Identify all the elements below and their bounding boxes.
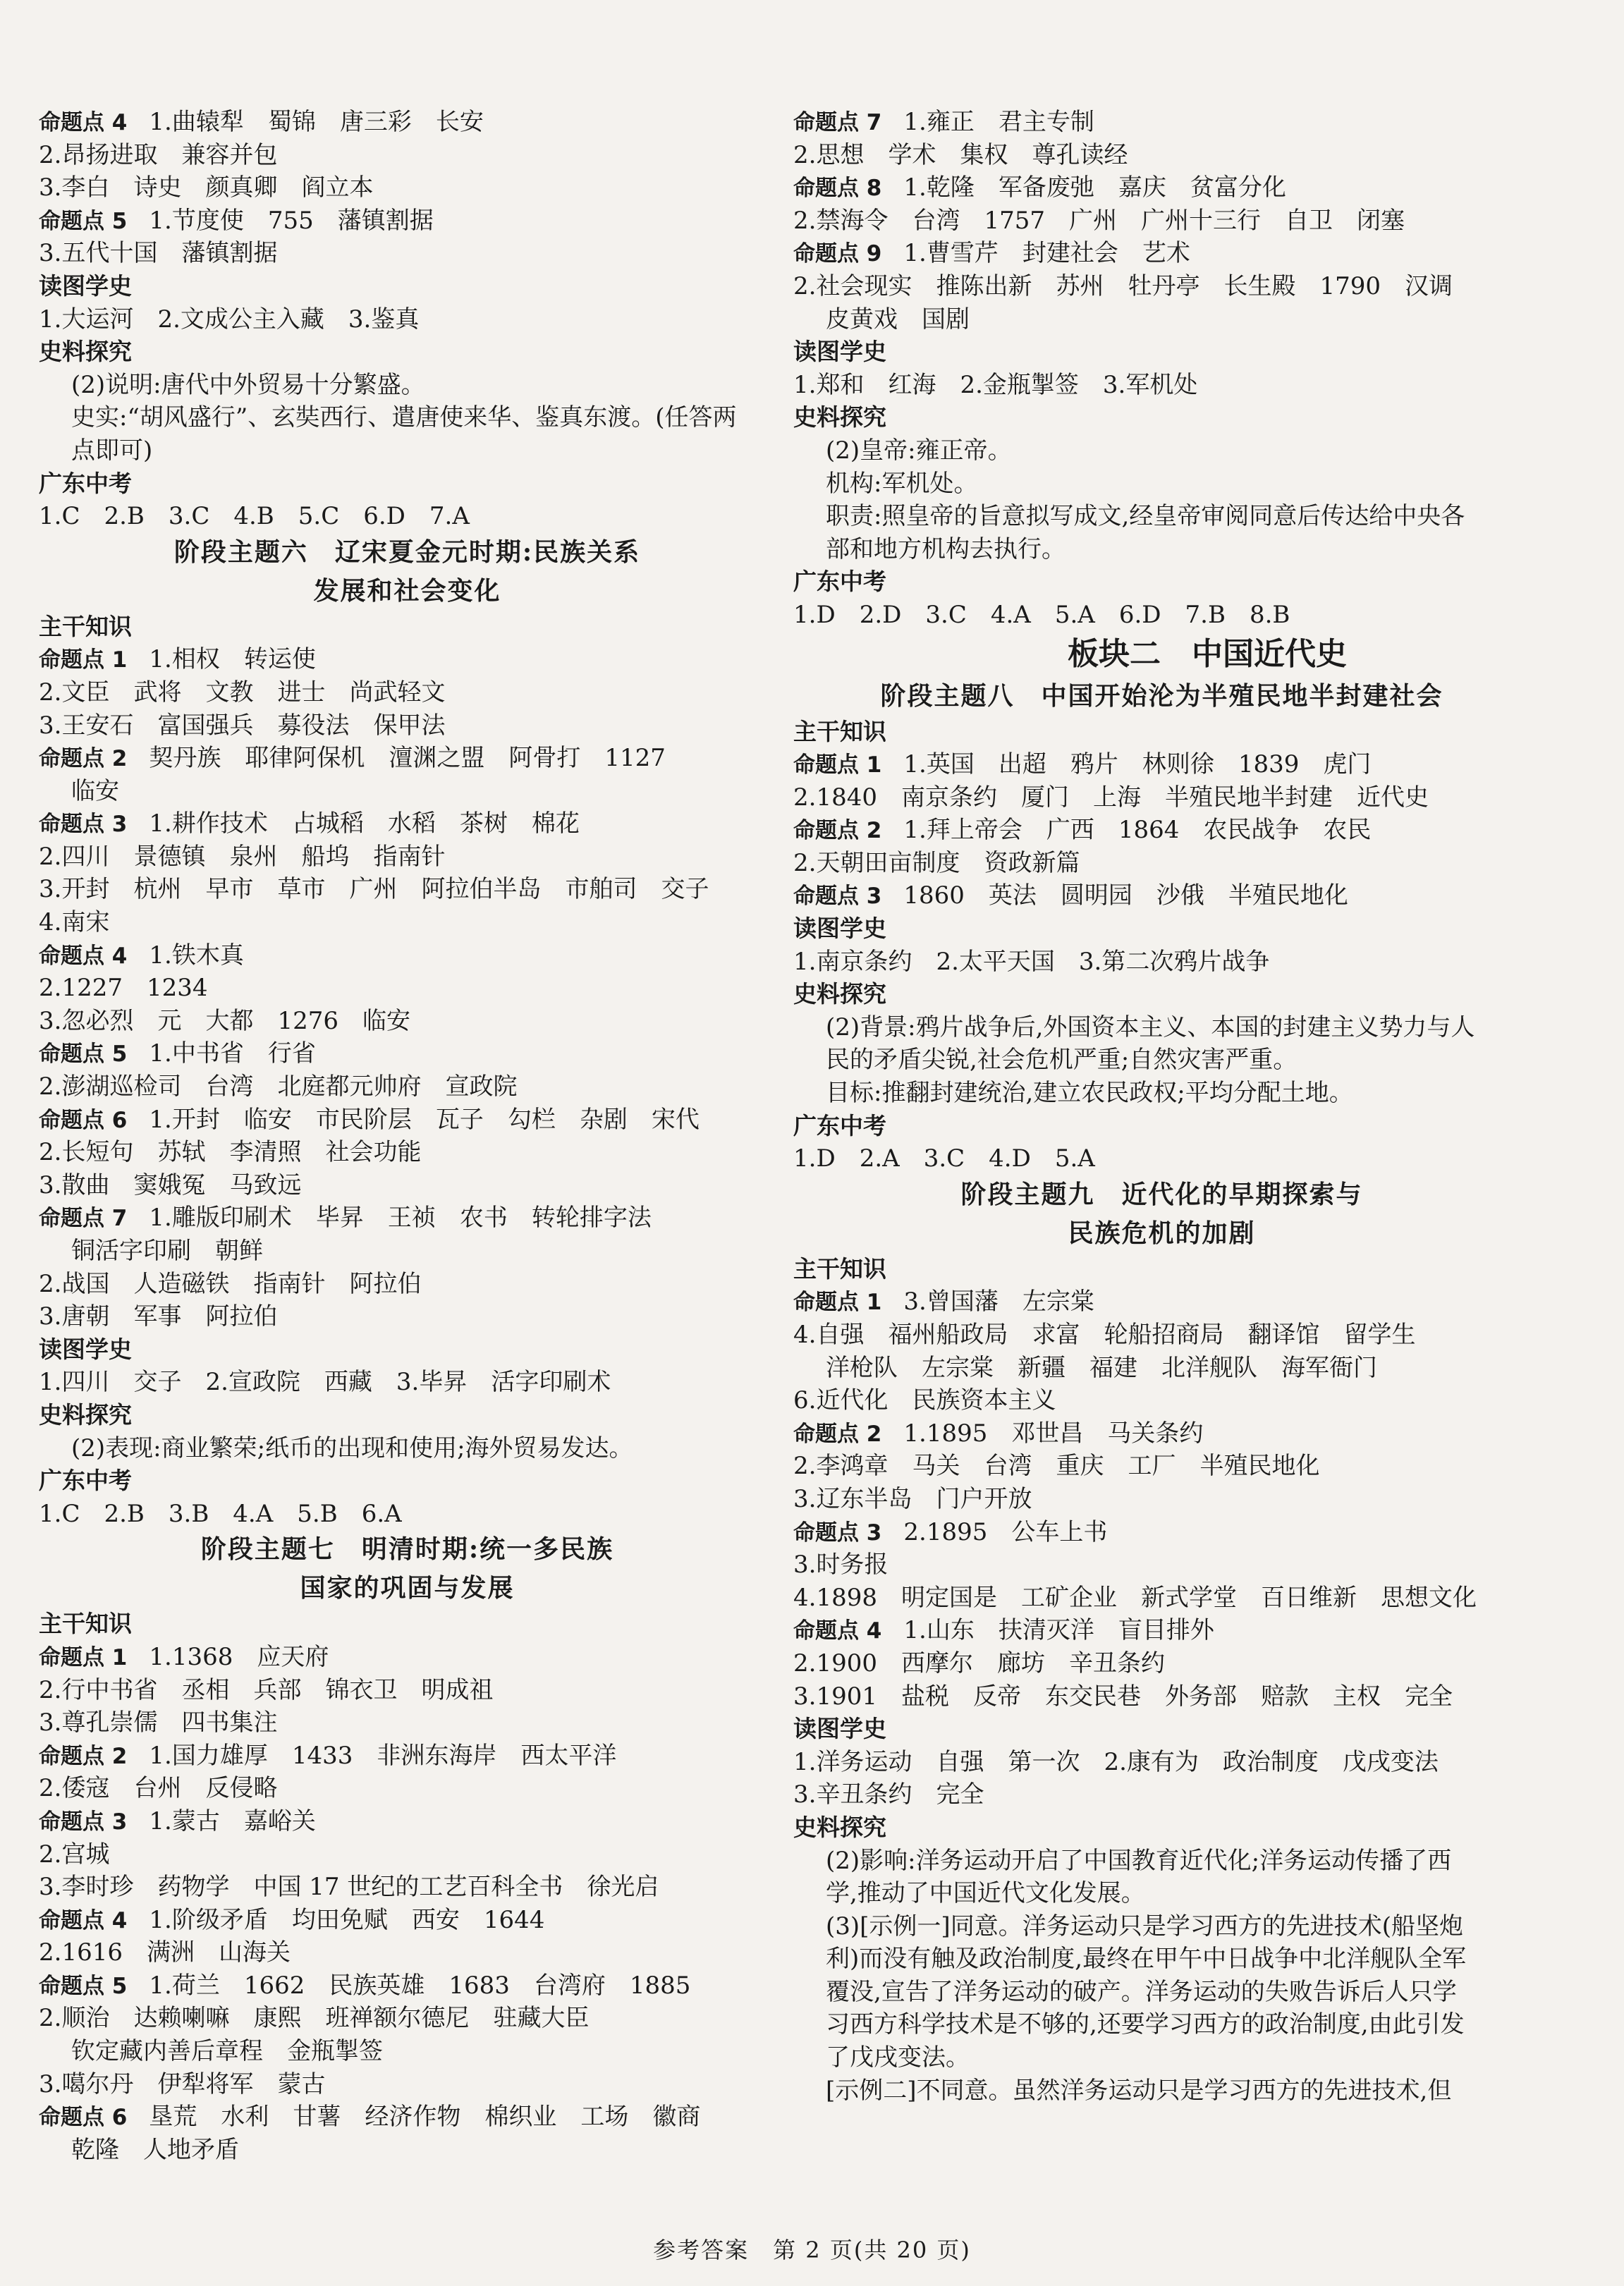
section-heading: 史料探究 [793,1813,886,1841]
answer-line [39,1432,776,1465]
answer-line [793,1450,1530,1483]
answer-line [39,1641,776,1674]
answer-line [39,1498,776,1531]
question-point-label: 命题点 1 [39,1644,149,1670]
answer-line [39,2068,776,2101]
answer-text: 2.昂扬进取 兼容并包 [39,140,278,169]
answer-line [39,401,776,434]
question-point-label: 命题点 4 [39,943,149,969]
answer-line [39,1005,776,1038]
answer-line [793,599,1530,632]
answer-line [793,1483,1530,1516]
question-point-label: 命题点 5 [39,1041,149,1068]
answer-line [793,1011,1530,1044]
question-point-label: 命题点 4 [793,1618,904,1644]
question-point-label: 命题点 1 [39,647,149,673]
answer-text: 了戊戌变法。 [826,2043,970,2072]
answer-line [793,1285,1530,1319]
section-heading: 读图学史 [793,1715,886,1743]
answer-text: 2.行中书省 丞相 兵部 锦衣卫 明成祖 [39,1675,494,1704]
answer-line [39,1070,776,1104]
question-point-label: 命题点 3 [39,1809,149,1835]
answer-line [793,1845,1530,1878]
right-column [793,106,1530,2107]
answer-line [39,1300,776,1333]
answer-line [793,1077,1530,1110]
answer-text: 3.噶尔丹 伊犁将军 蒙古 [39,2070,326,2098]
section-heading: 史料探究 [39,338,132,366]
answer-text: 机构:军机处。 [826,469,978,498]
answer-line [793,1516,1530,1549]
question-point-label: 命题点 3 [793,884,904,910]
answer-text: 2.倭寇 台州 反侵略 [39,1774,278,1803]
answer-line [793,270,1530,303]
answer-text: 1.雕版印刷术 毕昇 王祯 农书 转轮排字法 [149,1204,652,1233]
answer-text: 3.尊孔崇儒 四书集注 [39,1709,278,1737]
answer-text: 3.李白 诗史 颜真卿 阎立本 [39,173,374,202]
answer-text: 1.耕作技术 占城稻 水稻 茶树 棉花 [149,809,580,838]
answer-line [39,204,776,238]
topic-title: 阶段主题六 辽宋夏金元时期:民族关系 [173,537,641,567]
question-point-label: 命题点 3 [793,1520,904,1546]
answer-line [39,807,776,841]
answer-line [793,1044,1530,1077]
answer-text: 民的矛盾尖锐,社会危机严重;自然灾害严重。 [826,1046,1298,1075]
section-heading: 主干知识 [793,1254,886,1283]
answer-text: 垦荒 水利 甘薯 经济作物 棉织业 工场 徽商 [149,2103,701,2132]
question-point-label: 命题点 3 [39,812,149,838]
answer-line [793,369,1530,402]
answer-text: 3.唐朝 军事 阿拉伯 [39,1302,278,1331]
answer-line [39,1838,776,1871]
answer-text: 利)而没有触及政治制度,最终在甲午中日战争中北洋舰队全军 [826,1945,1467,1974]
answer-text: 2.宫城 [39,1840,110,1869]
answer-line [793,1778,1530,1811]
question-point-label: 命题点 9 [793,241,904,267]
answer-text: 1.大运河 2.文成公主入藏 3.鉴真 [39,305,420,334]
answer-line [39,906,776,939]
question-point-label: 命题点 5 [39,1973,149,1999]
answer-line [793,1614,1530,1647]
answer-text: 1.1368 应天府 [149,1642,329,1671]
answer-text: 2.1227 1234 [39,974,208,1003]
answer-text: [示例二]不同意。虽然洋务运动只是学习西方的先进技术,但 [826,2076,1452,2105]
answer-text: (2)说明:唐代中外贸易十分繁盛。 [71,370,425,399]
question-point-label: 命题点 1 [793,1290,904,1316]
answer-line [39,2002,776,2035]
answer-text: 1.1895 邓世昌 马关条约 [903,1419,1204,1448]
answer-line [39,500,776,533]
answer-line [793,2074,1530,2108]
answer-text: 3.辛丑条约 完全 [793,1780,984,1809]
answer-text: 2.社会现实 推陈出新 苏州 牡丹亭 长生殿 1790 汉调 [793,271,1453,300]
answer-text: 2.长短句 苏轼 李清照 社会功能 [39,1138,422,1167]
answer-text: 1.拜上帝会 广西 1864 农民战争 农民 [903,816,1372,845]
section-heading: 广东中考 [39,1467,132,1495]
answer-text: 1.南京条约 2.太平天国 3.第二次鸦片战争 [793,947,1270,976]
answer-text: 1.四川 交子 2.宣政院 西藏 3.毕昇 活字印刷术 [39,1368,611,1397]
answer-line [39,1366,776,1399]
answer-text: 1.曲辕犁 蜀锦 唐三彩 长安 [149,108,484,136]
answer-text: 乾隆 人地矛盾 [71,2135,239,2164]
section-heading: 史料探究 [793,403,886,432]
answer-text: 2.文臣 武将 文教 进士 尚武轻文 [39,678,446,707]
answer-text: 2.战国 人造磁铁 指南针 阿拉伯 [39,1269,422,1298]
answer-text: 临安 [71,776,119,805]
answer-text: 钦定藏内善后章程 金瓶掣签 [71,2037,383,2066]
answer-line [793,139,1530,172]
answer-line [39,2101,776,2134]
answer-line [39,1706,776,1740]
question-point-label: 命题点 2 [39,1743,149,1769]
answer-line [39,171,776,204]
answer-line [39,1169,776,1202]
answer-line [39,1805,776,1838]
answer-text: 1.D 2.D 3.C 4.A 5.A 6.D 7.B 8.B [793,600,1290,629]
answer-line [793,533,1530,566]
answer-line [793,434,1530,467]
answer-line [39,1104,776,1137]
answer-line [793,1384,1530,1417]
answer-text: 3.王安石 富国强兵 募役法 保甲法 [39,711,446,740]
answer-text: 1.节度使 755 藩镇割据 [149,206,434,235]
section-heading: 主干知识 [39,1610,132,1638]
answer-text: 1.阶级矛盾 均田免赋 西安 1644 [149,1905,545,1934]
answer-line [793,1647,1530,1680]
answer-line [793,303,1530,336]
answer-line [793,2041,1530,2074]
answer-text: 皮黄戏 国剧 [826,305,970,334]
answer-text: 4.1898 明定国是 工矿企业 新式学堂 百日维新 思想文化 [793,1583,1477,1612]
section-heading: 史料探究 [39,1400,132,1429]
answer-text: (2)影响:洋务运动开启了中国教育近代化;洋务运动传播了西 [826,1846,1452,1875]
section-heading: 史料探究 [793,980,886,1008]
answer-text: 1.中书省 行省 [149,1039,316,1068]
question-point-label: 命题点 1 [793,752,904,778]
answer-line [793,879,1530,912]
answer-line [793,106,1530,139]
answer-line [793,1877,1530,1910]
answer-line [793,500,1530,533]
answer-text: 1.国力雄厚 1433 非洲东海岸 西太平洋 [149,1741,617,1770]
block-title: 板块二 中国近代史 [1068,635,1347,672]
page-footer: 参考答案 第 2 页(共 20 页) [653,2237,971,2263]
answer-text: 3.散曲 窦娥冤 马致远 [39,1170,302,1199]
section-heading: 主干知识 [793,717,886,745]
answer-text: 2.思想 学术 集权 尊孔读经 [793,140,1128,169]
answer-line [793,1943,1530,1976]
topic-title: 阶段主题九 近代化的早期探索与 [960,1179,1363,1209]
answer-text: 1860 英法 圆明园 沙俄 半殖民地化 [903,881,1348,910]
answer-text: 4.自强 福州船政局 求富 轮船招商局 翻译馆 留学生 [793,1321,1416,1349]
answer-text: 1.郑和 红海 2.金瓶掣签 3.军机处 [793,370,1198,399]
answer-line [793,847,1530,880]
answer-line [793,204,1530,238]
answer-line [793,814,1530,847]
section-heading: 读图学史 [793,915,886,943]
answer-line [39,1202,776,1235]
answer-line [793,1417,1530,1450]
answer-line [793,781,1530,814]
question-point-label: 命题点 7 [39,1206,149,1232]
question-point-label: 命题点 2 [793,818,904,844]
topic-title: 阶段主题七 明清时期:统一多民族 [200,1534,614,1565]
answer-text: 4.南宋 [39,908,110,937]
answer-text: (2)皇帝:雍正帝。 [826,436,1012,465]
answer-line [39,1740,776,1773]
answer-text: 2.1895 公车上书 [903,1517,1108,1546]
answer-text: 2.天朝田亩制度 资政新篇 [793,848,1080,877]
answer-line [39,1037,776,1070]
answer-text: 职责:照皇帝的旨意拟写成文,经皇帝审阅同意后传达给中央各 [826,502,1465,531]
answer-text: (2)背景:鸦片战争后,外国资本主义、本国的封建主义势力与人 [826,1013,1475,1041]
answer-text: 1.英国 出超 鸦片 林则徐 1839 虎门 [903,750,1372,779]
answer-text: 习西方科学技术是不够的,还要学习西方的政治制度,由此引发 [826,2010,1465,2039]
section-heading: 广东中考 [793,568,886,596]
answer-line [39,434,776,467]
answer-line [39,2035,776,2068]
answer-line [39,1871,776,1904]
answer-text: 2.1900 西摩尔 廊坊 辛丑条约 [793,1649,1165,1677]
answer-text: 1.山东 扶清灭洋 盲目排外 [903,1616,1214,1645]
answer-line [39,1235,776,1268]
question-point-label: 命题点 4 [39,110,149,135]
answer-text: 3.时务报 [793,1551,889,1579]
section-heading: 读图学史 [793,338,886,366]
answer-line [793,946,1530,979]
answer-text: 1.C 2.B 3.C 4.B 5.C 6.D 7.A [39,502,470,531]
answer-line [793,1680,1530,1713]
answer-line [793,1910,1530,1943]
question-point-label: 命题点 2 [793,1421,904,1447]
question-point-label: 命题点 5 [39,208,149,234]
answer-text: 1.雍正 君主专制 [903,108,1094,136]
answer-text: 1.荷兰 1662 民族英雄 1683 台湾府 1885 [149,1971,691,2000]
answer-line [39,1674,776,1707]
answer-line [39,303,776,336]
section-heading: 主干知识 [39,612,132,640]
answer-text: (3)[示例一]同意。洋务运动只是学习西方的先进技术(船坚炮 [826,1912,1463,1940]
answer-text: 1.相权 转运使 [149,645,316,674]
answer-text: 1.曹雪芹 封建社会 艺术 [903,239,1190,268]
answer-line [39,742,776,775]
answer-text: 学,推动了中国近代文化发展。 [826,1879,1145,1908]
answer-line [39,873,776,906]
answer-text: 1.铁木真 [149,941,244,970]
answer-text: 目标:推翻封建统治,建立农民政权;平均分配土地。 [826,1079,1353,1108]
answer-line [39,709,776,742]
topic-title: 阶段主题八 中国开始沦为半殖民地半封建社会 [880,680,1443,711]
answer-line [793,1548,1530,1582]
answer-text: 点即可) [71,436,153,465]
section-heading: 读图学史 [39,271,132,300]
answer-line [39,676,776,709]
answer-line [39,1936,776,1969]
answer-line [39,775,776,808]
answer-text: 2.李鸿章 马关 台湾 重庆 工厂 半殖民地化 [793,1452,1320,1481]
answer-line [793,1352,1530,1385]
question-point-label: 命题点 8 [793,176,904,202]
answer-text: 1.乾隆 军备废弛 嘉庆 贫富分化 [903,173,1286,202]
answer-text: 3.忽必烈 元 大都 1276 临安 [39,1006,410,1035]
section-heading: 读图学史 [39,1335,132,1363]
answer-text: 2.澎湖巡检司 台湾 北庭都元帅府 宣政院 [39,1072,518,1101]
answer-line [793,171,1530,204]
answer-line [39,841,776,874]
answer-line [793,1746,1530,1779]
answer-text: 部和地方机构去执行。 [826,534,1066,563]
answer-text: 2.顺治 达赖喇嘛 康熙 班禅额尔德尼 驻藏大臣 [39,2004,590,2033]
answer-line [793,2008,1530,2041]
section-heading: 广东中考 [39,469,132,497]
answer-line [39,1904,776,1937]
answer-text: 1.D 2.A 3.C 4.D 5.A [793,1144,1095,1173]
answer-text: 2.禁海令 台湾 1757 广州 广州十三行 自卫 闭塞 [793,206,1405,235]
answer-line [39,1268,776,1301]
answer-line [39,643,776,676]
answer-text: 2.1840 南京条约 厦门 上海 半殖民地半封建 近代史 [793,783,1429,812]
answer-text: 契丹族 耶律阿保机 澶渊之盟 阿骨打 1127 [149,744,666,773]
answer-text: 3.五代十国 藩镇割据 [39,239,278,268]
answer-line [39,1772,776,1805]
answer-line [793,237,1530,270]
answer-text: 洋枪队 左宗棠 新疆 福建 北洋舰队 海军衙门 [826,1353,1377,1382]
answer-text: 铜活字印刷 朝鲜 [71,1237,263,1265]
answer-line [39,1969,776,2003]
answer-text: 3.1901 盐税 反帝 东交民巷 外务部 赔款 主权 完全 [793,1682,1453,1711]
answer-line [39,139,776,172]
answer-line [793,1319,1530,1352]
answer-text: 1.开封 临安 市民阶层 瓦子 勾栏 杂剧 宋代 [149,1105,700,1134]
answer-text: 覆没,宣告了洋务运动的破产。洋务运动的失败告诉后人只学 [826,1977,1457,2006]
answer-text: 6.近代化 民族资本主义 [793,1386,1056,1415]
answer-line [39,106,776,139]
topic-title: 民族危机的加剧 [1068,1218,1256,1248]
answer-text: 1.蒙古 嘉峪关 [149,1807,316,1835]
answer-line [39,972,776,1005]
left-column [39,106,776,2166]
answer-line [39,369,776,402]
section-heading: 广东中考 [793,1111,886,1139]
answer-text: 3.辽东半岛 门户开放 [793,1484,1032,1513]
answer-line [793,1142,1530,1175]
topic-title: 发展和社会变化 [313,575,501,606]
answer-text: 3.曾国藩 左宗棠 [903,1288,1094,1316]
answer-line [39,2134,776,2167]
answer-text: 2.1616 满洲 山海关 [39,1938,291,1967]
answer-line [39,237,776,270]
answer-text: 1.洋务运动 自强 第一次 2.康有为 政治制度 戊戌变法 [793,1747,1439,1776]
question-point-label: 命题点 7 [793,110,904,135]
answer-text: 2.四川 景德镇 泉州 船坞 指南针 [39,842,446,871]
answer-text: (2)表现:商业繁荣;纸币的出现和使用;海外贸易发达。 [71,1434,633,1462]
question-point-label: 命题点 2 [39,746,149,772]
answer-line [39,1136,776,1169]
topic-title: 国家的巩固与发展 [300,1573,515,1603]
answer-text: 3.开封 杭州 早市 草市 广州 阿拉伯半岛 市舶司 交子 [39,875,709,904]
answer-line [39,939,776,972]
answer-line [793,467,1530,501]
answer-text: 1.C 2.B 3.B 4.A 5.B 6.A [39,1499,402,1528]
answer-line [793,1976,1530,2009]
answer-line [793,748,1530,781]
question-point-label: 命题点 6 [39,2105,149,2131]
answer-text: 史实:“胡风盛行”、玄奘西行、遣唐使来华、鉴真东渡。(任答两 [71,403,737,432]
answer-text: 3.李时珍 药物学 中国 17 世纪的工艺百科全书 徐光启 [39,1873,659,1902]
question-point-label: 命题点 4 [39,1907,149,1933]
question-point-label: 命题点 6 [39,1107,149,1133]
answer-line [793,1582,1530,1615]
